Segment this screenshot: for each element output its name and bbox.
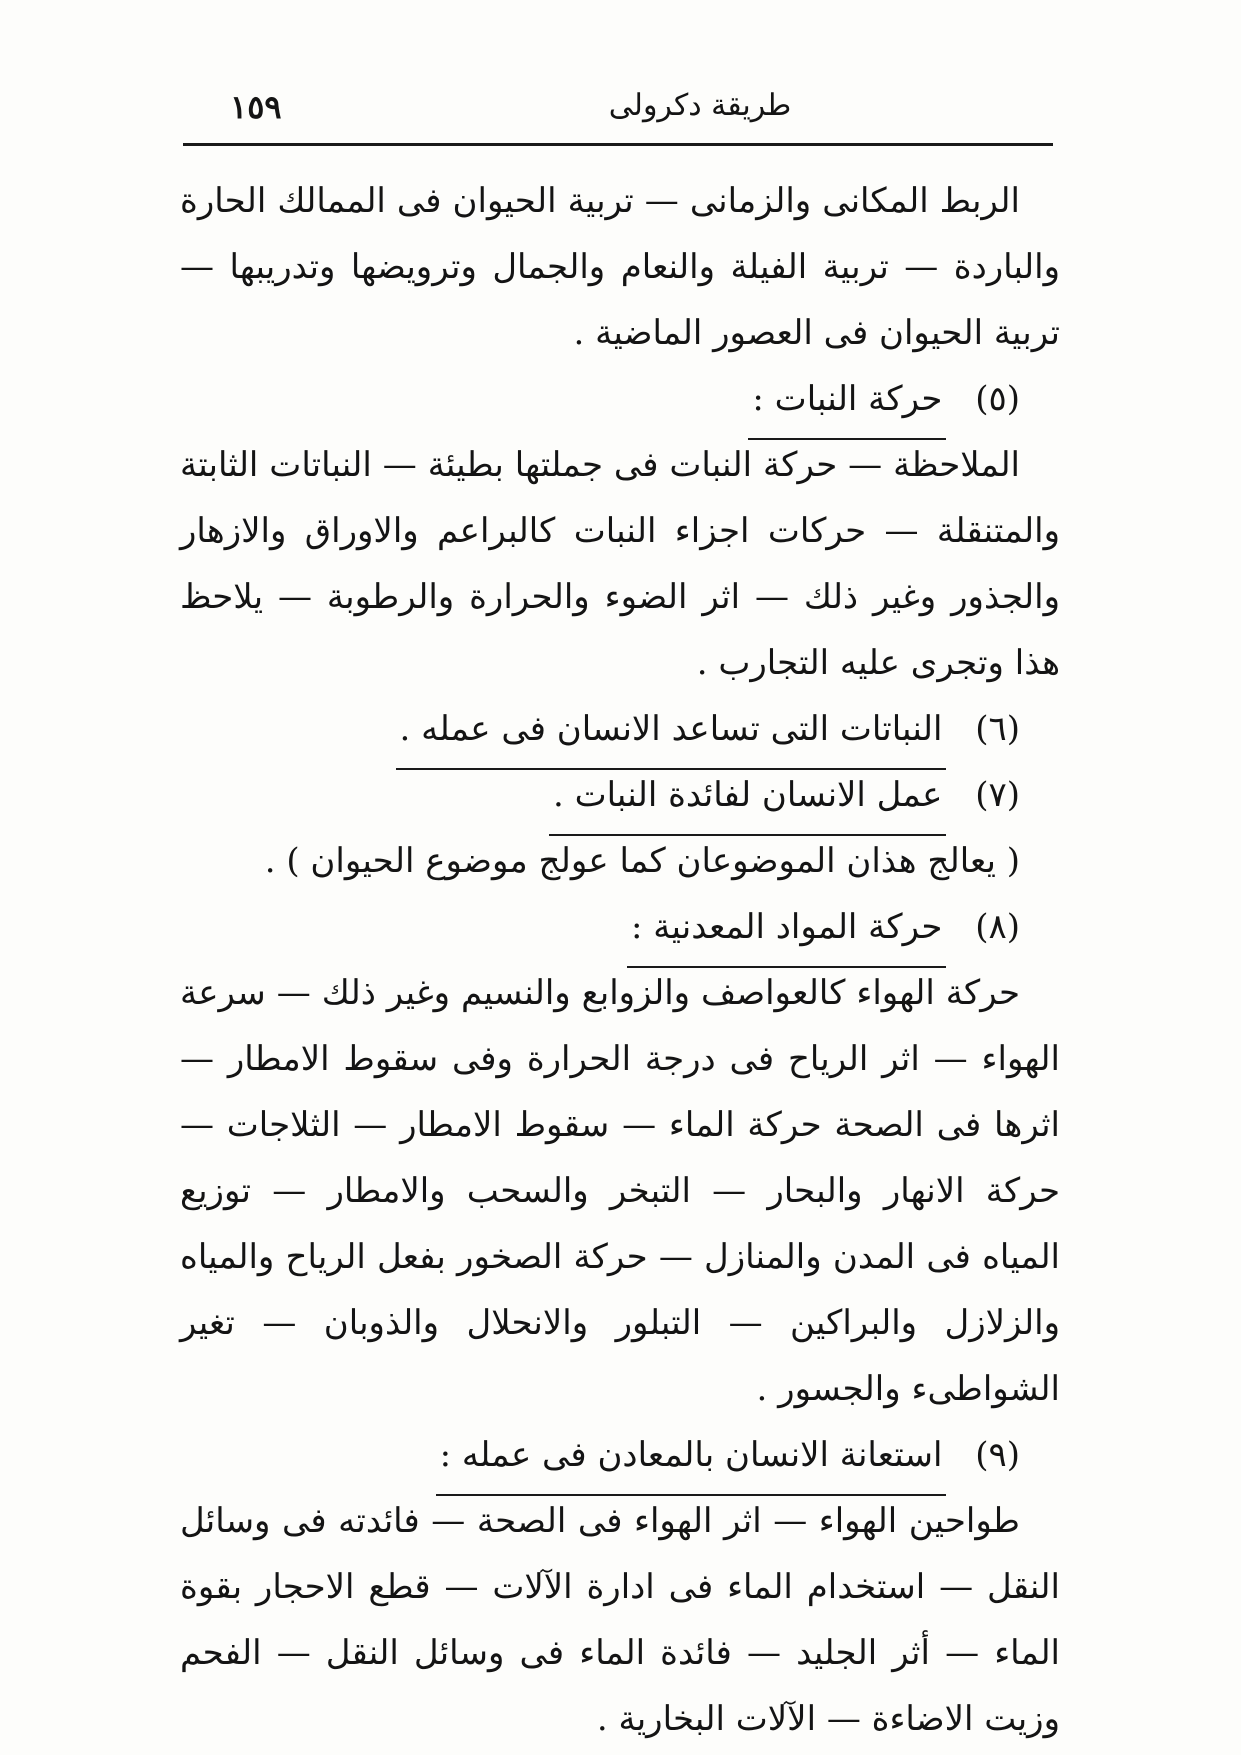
paragraph-animal-rearing: الربط المكانى والزمانى — تربية الحيوان فى الممالك الحارة والباردة — تربية الفيلة والنعام والجمال وترويضها وتدريبها — تربية الحيوان فى العصور الماضية . <box>180 181 1060 353</box>
section-7-title: عمل الانسان لفائدة النبات . <box>553 762 942 828</box>
running-head <box>180 88 1060 138</box>
section-9-heading <box>180 1422 1060 1488</box>
section-8-number: (٨) <box>975 907 1020 947</box>
book-title: طريقة دكرولى <box>608 88 792 123</box>
paragraph-minerals-use: طواحين الهواء — اثر الهواء فى الصحة — فائدته فى وسائل النقل — استخدام الماء فى ادارة الآلات — قطع الاحجار بقوة الماء — أثر الجليد — فائدة الماء فى وسائل النقل — الفحم وزيت الاضاءة — الآلات البخارية . <box>180 1501 1060 1739</box>
section-6-number: (٦) <box>975 709 1020 749</box>
section-5-number: (٥) <box>975 379 1020 419</box>
section-7-number: (٧) <box>975 775 1020 815</box>
section-8-title: حركة المواد المعدنية : <box>631 894 942 960</box>
section-8-heading <box>180 894 1060 960</box>
paragraph-plant-movement: الملاحظة — حركة النبات فى جملتها بطيئة — النباتات الثابتة والمتنقلة — حركات اجزاء النبات كالبراعم والاوراق والازهار والجذور وغير ذلك — اثر الضوء والحرارة والرطوبة — يلاحظ هذا وتجرى عليه التجارب . <box>180 445 1060 683</box>
section-6-heading <box>180 696 1060 762</box>
section-9-number: (٩) <box>975 1435 1020 1475</box>
section-9-title: استعانة الانسان بالمعادن فى عمله : <box>440 1422 943 1488</box>
section-5-title: حركة النبات : <box>752 366 942 432</box>
header-rule <box>183 143 1053 146</box>
page-number: ١٥٩ <box>230 88 282 126</box>
section-6-title: النباتات التى تساعد الانسان فى عمله . <box>400 696 943 762</box>
note-parenthetical: ( يعالج هذان الموضوعان كما عولج موضوع الحيوان ) . <box>264 841 1020 881</box>
section-5-heading <box>180 366 1060 432</box>
page-body <box>180 168 1060 1752</box>
section-7-heading <box>180 762 1060 828</box>
paragraph-mineral-movement: حركة الهواء كالعواصف والزوابع والنسيم وغير ذلك — سرعة الهواء — اثر الرياح فى درجة الحرارة وفى سقوط الامطار — اثرها فى الصحة حركة الماء — سقوط الامطار — الثلاجات — حركة الانهار والبحار — التبخر والسحب والامطار — توزيع المياه فى المدن والمنازل — حركة الصخور بفعل الرياح والمياه والزلازل والبراكين — التبلور والانحلال والذوبان — تغير الشواطىء والجسور . <box>180 973 1060 1409</box>
